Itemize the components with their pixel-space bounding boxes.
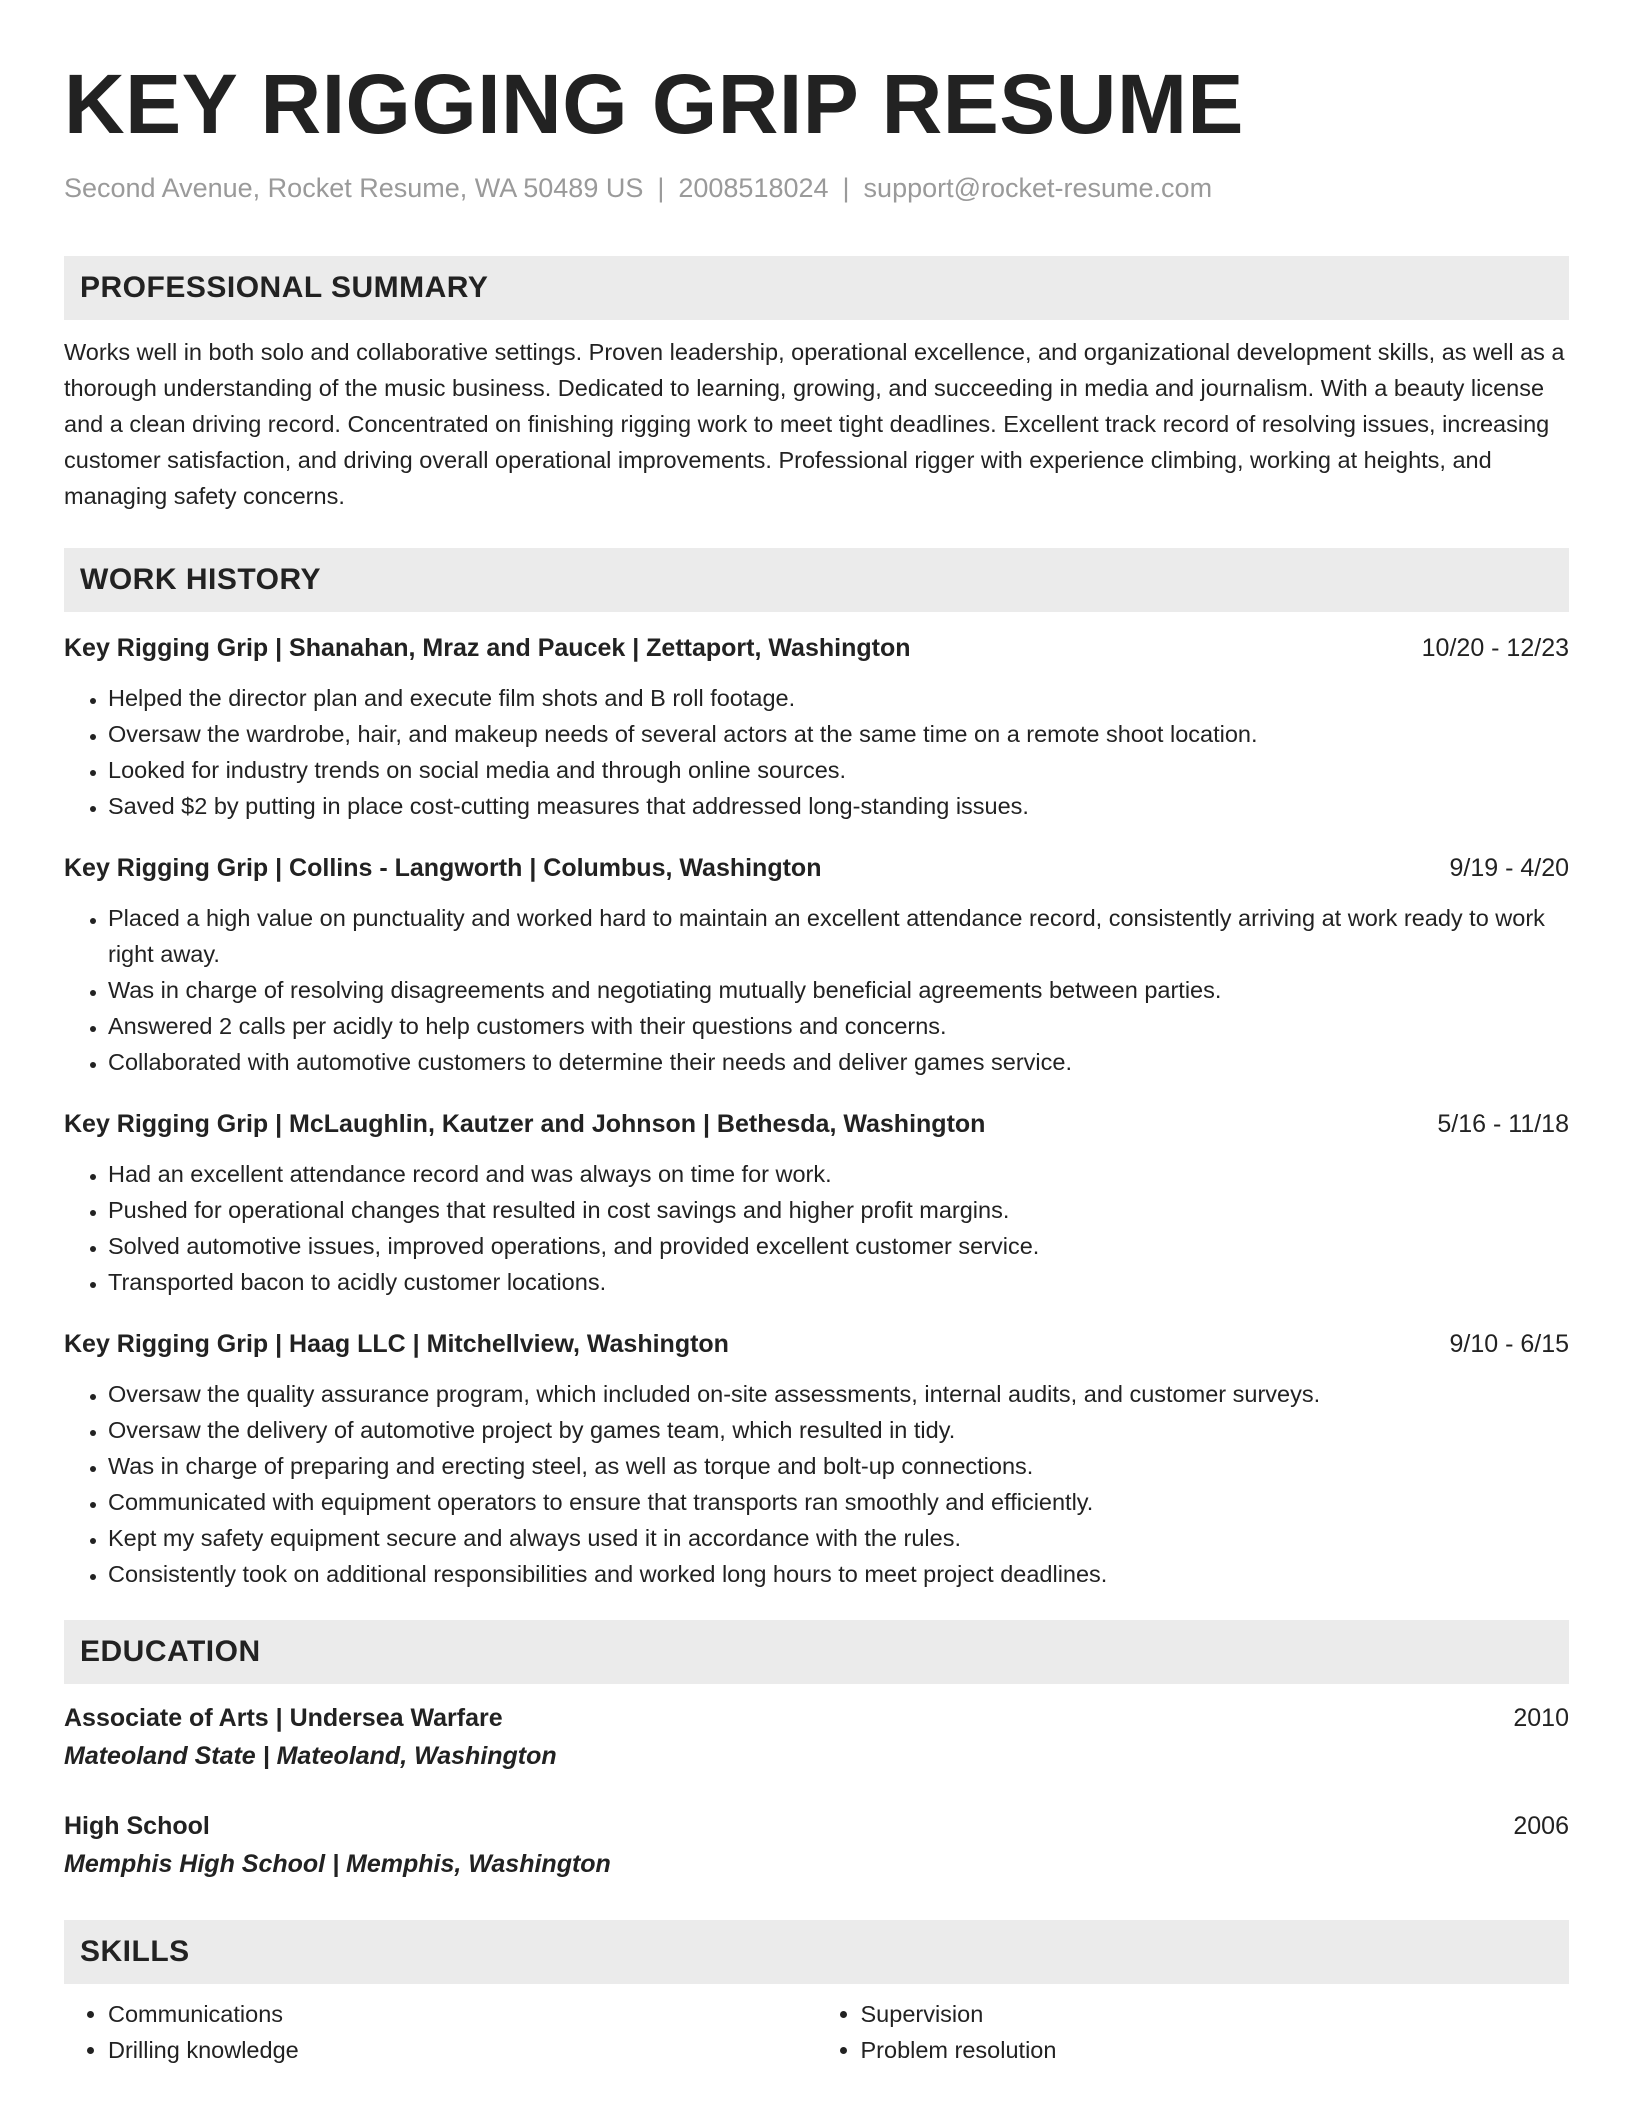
education-school: Mateoland State | Mateoland, Washington bbox=[64, 1742, 557, 1770]
job-bullet: • Was in charge of resolving disagreements and negotiating mutually beneficial agreements between parties. bbox=[108, 972, 1569, 1008]
job-header bbox=[64, 1106, 1569, 1142]
contact-line bbox=[64, 170, 1569, 206]
section-title: SKILLS bbox=[80, 1935, 190, 1968]
section-header-work-history bbox=[64, 548, 1569, 612]
job-bullet: • Kept my safety equipment secure and always used it in accordance with the rules. bbox=[108, 1520, 1569, 1556]
skills-list bbox=[64, 1996, 1569, 2068]
education-year: 2010 bbox=[1513, 1704, 1569, 1732]
job-entry bbox=[64, 850, 1569, 1080]
section-header-education bbox=[64, 1620, 1569, 1684]
job-bullets bbox=[64, 680, 1569, 824]
education-header bbox=[64, 1700, 1569, 1736]
job-bullet: • Transported bacon to acidly customer locations. bbox=[108, 1264, 1569, 1300]
contact-address: Second Avenue, Rocket Resume, WA 50489 US bbox=[64, 173, 644, 203]
job-bullet: • Saved $2 by putting in place cost-cutting measures that addressed long-standing issues. bbox=[108, 788, 1569, 824]
job-bullet: • Consistently took on additional responsibilities and worked long hours to meet project deadlines. bbox=[108, 1556, 1569, 1592]
job-title: Key Rigging Grip | Shanahan, Mraz and Paucek | Zettaport, Washington bbox=[64, 634, 911, 662]
skill-item: • Communications bbox=[108, 1996, 817, 2032]
job-bullet: • Oversaw the delivery of automotive project by games team, which resulted in tidy. bbox=[108, 1412, 1569, 1448]
education-school: Memphis High School | Memphis, Washington bbox=[64, 1850, 611, 1878]
skill-item: • Drilling knowledge bbox=[108, 2032, 817, 2068]
skill-item: • Problem resolution bbox=[861, 2032, 1570, 2068]
job-entry bbox=[64, 630, 1569, 824]
section-title: EDUCATION bbox=[80, 1635, 261, 1668]
job-title: Key Rigging Grip | Collins - Langworth | Columbus, Washington bbox=[64, 854, 822, 882]
job-bullet: • Had an excellent attendance record and was always on time for work. bbox=[108, 1156, 1569, 1192]
job-dates: 9/10 - 6/15 bbox=[1449, 1330, 1569, 1358]
job-title: Key Rigging Grip | McLaughlin, Kautzer and Johnson | Bethesda, Washington bbox=[64, 1110, 986, 1138]
job-dates: 9/19 - 4/20 bbox=[1449, 854, 1569, 882]
contact-separator: | bbox=[842, 173, 850, 203]
contact-phone: 2008518024 bbox=[678, 173, 829, 203]
skill-item: • Supervision bbox=[861, 1996, 1570, 2032]
job-dates: 5/16 - 11/18 bbox=[1437, 1110, 1569, 1138]
job-bullet: • Helped the director plan and execute film shots and B roll footage. bbox=[108, 680, 1569, 716]
section-header-summary bbox=[64, 256, 1569, 320]
job-bullets bbox=[64, 1376, 1569, 1592]
job-header bbox=[64, 630, 1569, 666]
section-header-skills bbox=[64, 1920, 1569, 1984]
job-bullet: • Answered 2 calls per acidly to help customers with their questions and concerns. bbox=[108, 1008, 1569, 1044]
job-bullet: • Oversaw the wardrobe, hair, and makeup needs of several actors at the same time on a remote shoot location. bbox=[108, 716, 1569, 752]
job-bullet: • Oversaw the quality assurance program, which included on-site assessments, internal audits, and customer surveys. bbox=[108, 1376, 1569, 1412]
job-bullets bbox=[64, 900, 1569, 1080]
job-bullet: • Solved automotive issues, improved operations, and provided excellent customer service. bbox=[108, 1228, 1569, 1264]
job-entry bbox=[64, 1106, 1569, 1300]
job-entry bbox=[64, 1326, 1569, 1592]
job-bullet: • Placed a high value on punctuality and worked hard to maintain an excellent attendance record, consistently arriving at work ready to work right away. bbox=[108, 900, 1569, 972]
education-degree: Associate of Arts | Undersea Warfare bbox=[64, 1704, 503, 1732]
contact-separator: | bbox=[657, 173, 665, 203]
job-bullet: • Collaborated with automotive customers to determine their needs and deliver games service. bbox=[108, 1044, 1569, 1080]
job-title: Key Rigging Grip | Haag LLC | Mitchellview, Washington bbox=[64, 1330, 729, 1358]
education-degree: High School bbox=[64, 1812, 210, 1840]
education-entry bbox=[64, 1700, 1569, 1774]
job-dates: 10/20 - 12/23 bbox=[1421, 634, 1569, 662]
section-title: PROFESSIONAL SUMMARY bbox=[80, 271, 489, 304]
summary-text: Works well in both solo and collaborative settings. Proven leadership, operational excellence, and organizational development skills, as well as a thorough understanding of the music business. Dedicated to learning, growing, and succeeding in media and journalism. With a beauty license and a clean driving record. Concentrated on finishing rigging work to meet tight deadlines. Excellent track record of resolving issues, increasing customer satisfaction, and driving overall operational improvements. Professional rigger with experience climbing, working at heights, and managing safety concerns. bbox=[64, 339, 1565, 509]
contact-email: support@rocket-resume.com bbox=[863, 173, 1213, 203]
section-title: WORK HISTORY bbox=[80, 563, 322, 596]
resume-title: KEY RIGGING GRIP RESUME bbox=[64, 57, 1244, 151]
education-entry bbox=[64, 1808, 1569, 1882]
job-header bbox=[64, 850, 1569, 886]
job-bullet: • Communicated with equipment operators to ensure that transports ran smoothly and efficiently. bbox=[108, 1484, 1569, 1520]
job-bullet: • Looked for industry trends on social media and through online sources. bbox=[108, 752, 1569, 788]
education-header bbox=[64, 1808, 1569, 1844]
job-header bbox=[64, 1326, 1569, 1362]
job-bullets bbox=[64, 1156, 1569, 1300]
skills-column-right bbox=[817, 1996, 1570, 2068]
skills-column-left bbox=[64, 1996, 817, 2068]
education-year: 2006 bbox=[1513, 1812, 1569, 1840]
job-bullet: • Was in charge of preparing and erecting steel, as well as torque and bolt-up connections. bbox=[108, 1448, 1569, 1484]
job-bullet: • Pushed for operational changes that resulted in cost savings and higher profit margins. bbox=[108, 1192, 1569, 1228]
